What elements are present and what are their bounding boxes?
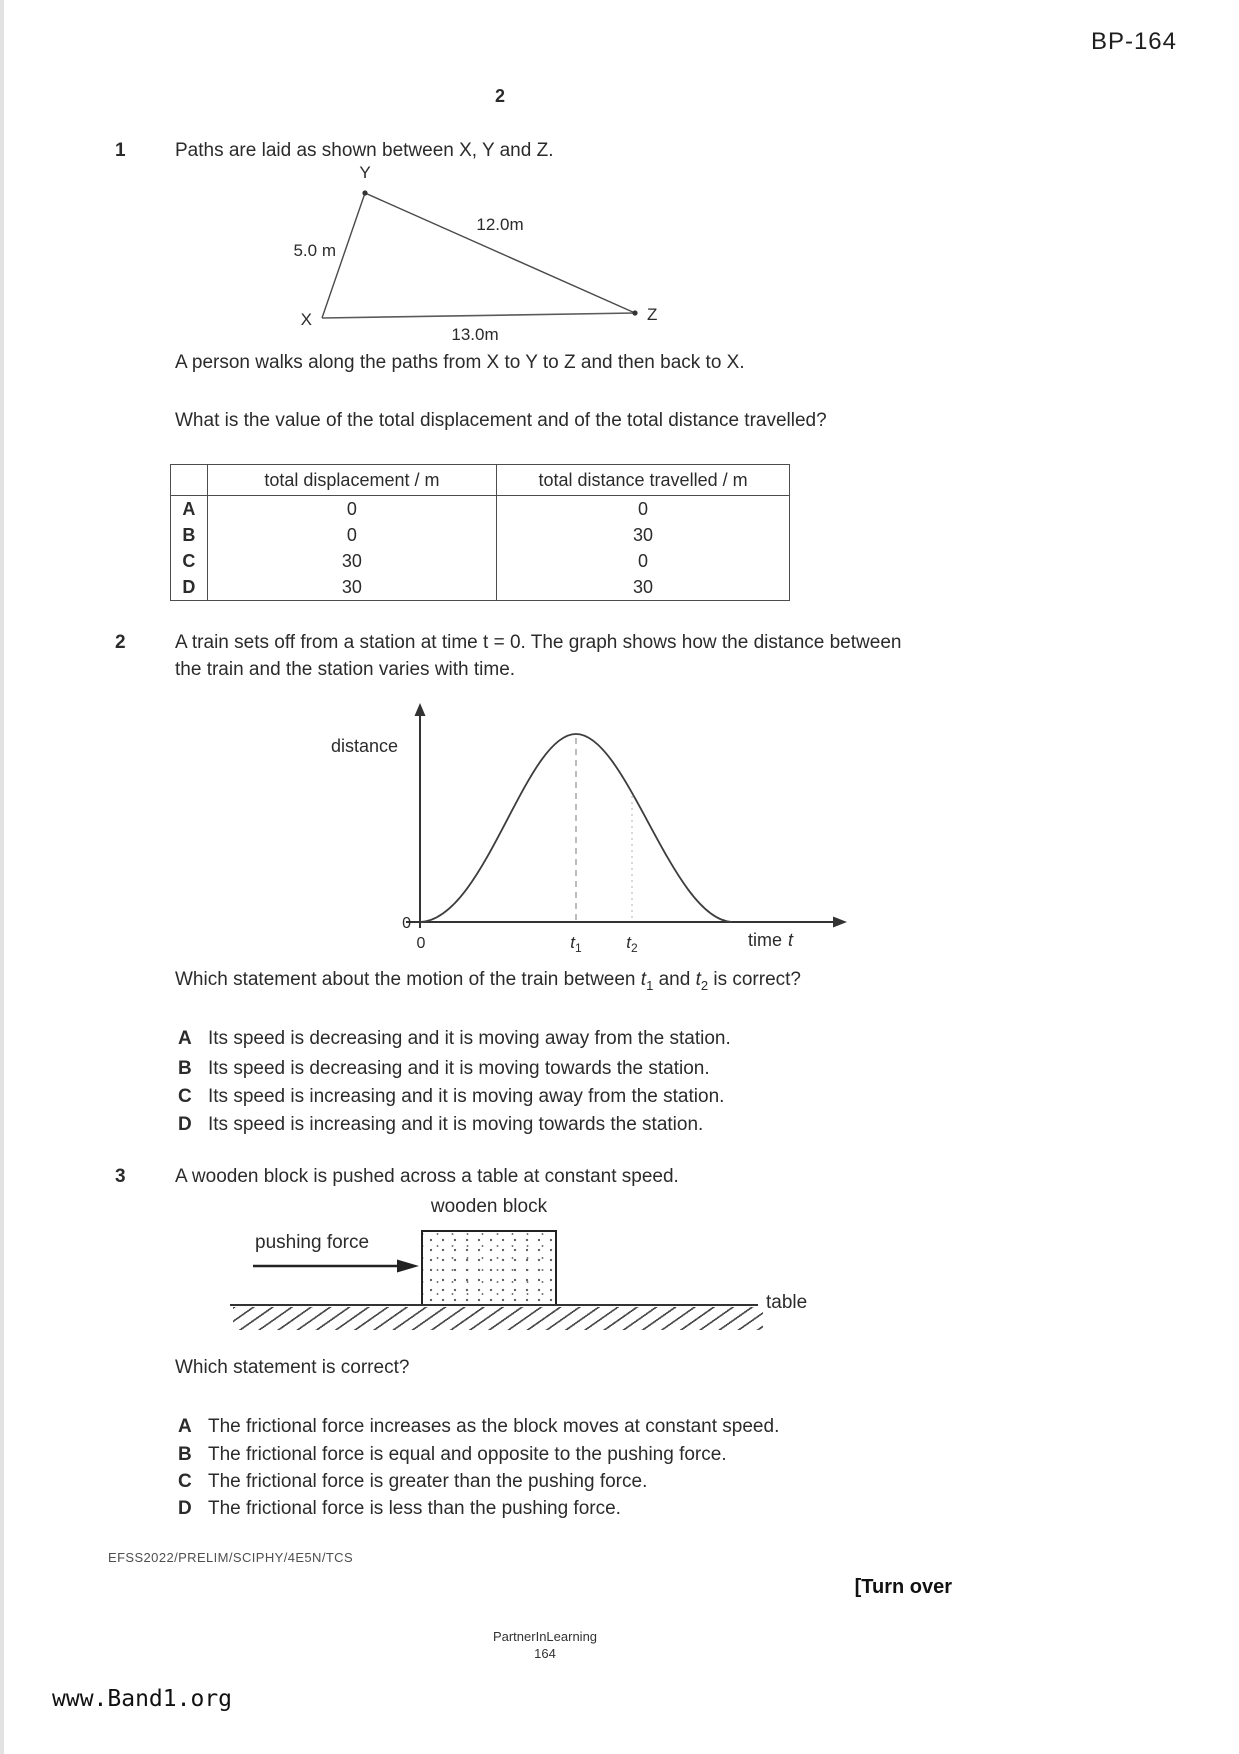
t2-var: t [626, 933, 632, 952]
row-b-displacement: 0 [207, 522, 496, 548]
y-axis-arrow [415, 703, 426, 716]
q2-question-prefix: Which statement about the motion of the train between [175, 969, 641, 990]
row-c-displacement: 30 [207, 548, 496, 574]
scan-edge-artifact [0, 0, 4, 1754]
q1-body: A person walks along the paths from X to Y to Z and then back to X. [175, 352, 745, 373]
page-number: 2 [494, 86, 505, 106]
table-row [171, 522, 790, 548]
row-b-label: B [171, 522, 208, 548]
table-row [171, 496, 790, 523]
row-d-distance: 30 [497, 574, 790, 601]
q2-question-suffix: is correct? [708, 969, 801, 990]
table-label: table [766, 1292, 808, 1313]
x-axis-arrow [833, 917, 847, 928]
q2-option-b-letter: B [178, 1058, 192, 1079]
wooden-block-label: wooden block [430, 1196, 548, 1217]
vertex-y-label: Y [359, 163, 371, 182]
row-a-label: A [171, 496, 208, 523]
q3-option-c-text: The frictional force is greater than the pushing force. [208, 1471, 648, 1492]
t1-sub: 1 [575, 941, 582, 955]
x-axis-label [748, 930, 794, 950]
t1-label [570, 933, 582, 955]
q3-option-d-text: The frictional force is less than the pushing force. [208, 1498, 621, 1519]
q3-option-b-text: The frictional force is equal and opposite to the pushing force. [208, 1444, 727, 1465]
side-yz-length: 12.0m [476, 215, 524, 234]
q3-option-b-letter: B [178, 1444, 192, 1465]
row-a-displacement: 0 [207, 496, 496, 523]
source-watermark: www.Band1.org [52, 1686, 233, 1712]
arrow-head [397, 1260, 419, 1273]
pushing-force-label: pushing force [255, 1232, 370, 1253]
side-xy-length: 5.0 m [293, 241, 336, 260]
vertex-z-dot [632, 310, 637, 315]
table-header-row [171, 465, 790, 496]
table-hatching [233, 1307, 763, 1330]
header-distance: total distance travelled / m [497, 465, 790, 496]
row-d-displacement: 30 [207, 574, 496, 601]
t1-var: t [570, 933, 576, 952]
q2-question-t1-sub: 1 [646, 977, 654, 993]
q1-triangle-diagram [290, 158, 690, 348]
q2-distance-time-graph [280, 698, 870, 963]
q2-question-t2: t [695, 969, 701, 990]
x-label-prefix: time [748, 930, 783, 950]
t2-sub: 2 [631, 941, 638, 955]
q2-question-t1: t [640, 969, 647, 990]
x-label-var: t [788, 930, 794, 950]
footer-center [395, 1628, 695, 1662]
origin-label: 0 [416, 935, 426, 952]
row-d-label: D [171, 574, 208, 601]
q2-stem-line2: the train and the station varies with time. [175, 659, 516, 680]
q3-option-a-letter: A [178, 1416, 192, 1437]
wooden-block [421, 1230, 557, 1306]
row-c-label: C [171, 548, 208, 574]
q2-option-c-letter: C [178, 1086, 192, 1107]
q3-number: 3 [115, 1166, 126, 1187]
header-blank-cell [171, 465, 208, 496]
q3-stem: A wooden block is pushed across a table at constant speed. [175, 1166, 679, 1187]
q2-question-t2-sub: 2 [700, 977, 709, 993]
doc-code: BP-164 [1090, 28, 1177, 55]
partner-in-learning: PartnerInLearning [492, 1629, 598, 1644]
q2-option-a-text: Its speed is decreasing and it is moving away from the station. [208, 1028, 731, 1049]
q1-stem: Paths are laid as shown between X, Y and Z. [175, 140, 554, 161]
footer-page-id: 164 [534, 1646, 556, 1661]
q2-option-c-text: Its speed is increasing and it is moving away from the station. [208, 1086, 725, 1107]
vertex-z-label: Z [647, 305, 658, 324]
q3-option-d-letter: D [178, 1498, 192, 1519]
q2-option-b-text: Its speed is decreasing and it is moving towards the station. [208, 1058, 710, 1079]
q2-option-d-letter: D [178, 1114, 192, 1135]
side-xz-line [322, 313, 635, 318]
paper-reference-code: EFSS2022/PRELIM/SCIPHY/4E5N/TCS [108, 1550, 354, 1565]
q2-stem-line1: A train sets off from a station at time t = 0. The graph shows how the distance between [175, 632, 902, 653]
q3-question: Which statement is correct? [175, 1357, 410, 1378]
pushing-force-arrow [250, 1256, 422, 1276]
header-displacement: total displacement / m [207, 465, 496, 496]
row-c-distance: 0 [497, 548, 790, 574]
q1-question: What is the value of the total displacement and of the total distance travelled? [175, 410, 827, 431]
q3-option-a-text: The frictional force increases as the block moves at constant speed. [208, 1416, 780, 1437]
q2-question-mid: and [653, 969, 696, 990]
q2-question [175, 969, 801, 993]
q2-option-d-text: Its speed is increasing and it is moving towards the station. [208, 1114, 704, 1135]
q3-option-c-letter: C [178, 1471, 192, 1492]
table-row [171, 574, 790, 601]
q1-answer-table [170, 464, 790, 601]
y-axis-label: distance [330, 736, 398, 756]
row-a-distance: 0 [497, 496, 790, 523]
q1-number: 1 [115, 140, 126, 161]
y-zero-label: 0 [402, 915, 411, 932]
vertex-y-dot [362, 190, 367, 195]
row-b-distance: 30 [497, 522, 790, 548]
turn-over-note: [Turn over [854, 1576, 952, 1598]
q2-number: 2 [115, 632, 126, 653]
t2-label [626, 933, 638, 955]
q2-option-a-letter: A [178, 1028, 192, 1049]
side-yz-line [365, 193, 635, 313]
vertex-x-label: X [300, 310, 312, 329]
side-xz-length: 13.0m [451, 325, 499, 344]
table-row [171, 548, 790, 574]
